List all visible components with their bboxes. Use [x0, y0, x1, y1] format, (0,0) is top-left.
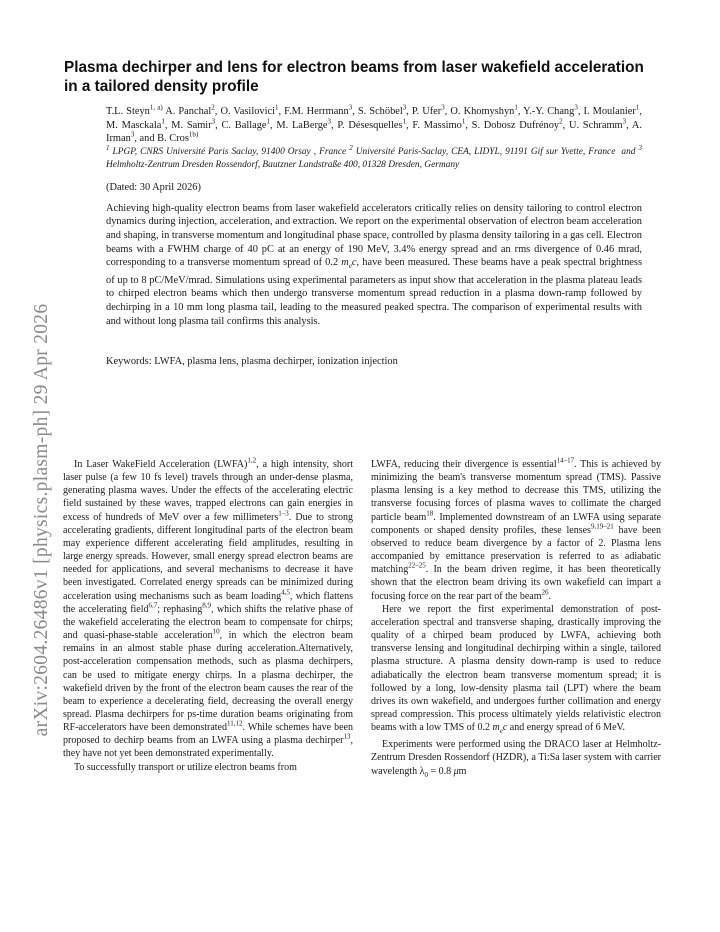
front-matter: [106, 105, 642, 367]
body-column-right: [371, 458, 661, 782]
abstract: Achieving high-quality electron beams from laser wakefield accelerators critically relies on density tailoring to control electron dynamics during injection, acceleration, and extraction. We report on the experimental observation of electron beam acceleration and shaping, in transverse momentum and longitudinal phase space, controlled by plasma density tailoring in a gas cell. Electron beams with a FWHM charge of 40 pC at an energy of 190 MeV, 3.4% energy spread and an rms divergence of 0.46 mrad, corresponding to a transverse momentum spread of 0.2 $m_ec$, have been measured. These beams have a peak spectral brightness of up to 8 pC/MeV/mrad. Simulations using experimental parameters as input show that acceleration in the plasma plateau leads to chirped electron beams which then undergo transverse momentum spread reduction in a plasma down-ramp followed by dechirping in a 10 mm long plasma tail, leading to the measured peaked spectra. The comparison of experimental results with and without long plasma tail confirms this analysis.: [106, 202, 642, 327]
body-column-left: [63, 458, 353, 774]
author-list: T.L. Steyn$^{1, a)}$ A. Panchal$^2$, O. Vasilovici$^1$, F.M. Herrmann$^3$, S. Schöbel$^3$, P. Ufer$^3$, O. Khomyshyn$^1$, Y.-Y. Chang$^3$, I. Moulanier$^1$, M. Masckala$^1$, M. Samir$^3$, C. Ballage$^1$, M. LaBerge$^3$, P. Désesquelles$^1$, F. Massimo$^1$, S. Dobosz Dufrénoy$^2$, U. Schramm$^3$, A. Irman$^3$, and B. Cros$^{1b)}$: [106, 103, 642, 145]
date-line: (Dated: 30 April 2026): [106, 181, 201, 193]
paragraph: To successfully transport or utilize electron beams from: [74, 761, 297, 773]
paragraph: Here we report the first experimental demonstration of post-acceleration spectral and transverse shaping, drastically improving the quality of a chirped beam produced by LWFA, achieving both transverse lensing and longitudinal dechirping within a single, tailored plasma structure. A plasma density down-ramp is used to reduce adiabatically the electron beam transverse momentum spread; it is followed by a long, low-density plasma tail (LPT) where the beam drives its own wakefield, and undergoes further collimation and energy spread compression. This process ultimately yields relativistic electron beams with a low TMS of 0.2 $m_ec$ and energy spread of 6 MeV.: [371, 603, 661, 736]
paragraph: In Laser WakeField Acceleration (LWFA)$^{1,2}$, a high intensity, short laser pulse (a few 10 fs level) travels through an under-dense plasma, generating plasma waves. Under the effects of the accelerating electric field sustained by these waves, trapped electrons can gain energies in excess of hundreds of MeV over a few millimeters$^{1-3}$. Due to strong accelerating gradients, different longitudinal parts of the electron beam may experience different accelerating field amplitudes, resulting in large energy spreads. However, small energy spread electron beams are needed for applications, and several mechanisms to decrease it have been investigated. Correlated energy spreads can be minimized during acceleration using mechanisms such as beam loading$^{4,5}$, which flattens the accelerating field$^{6,7}$; rephasing$^{8,9}$, which shifts the relative phase of the wakefield accelerating the electron beam to compensate for chirps; and quasi-phase-stable acceleration$^{10}$, in which the electron beam remains in an almost stable phase during acceleration.Alternatively, post-acceleration compensation methods, such as plasma dechirpers, can be used to mitigate energy chirps. In a plasma dechirper, the wakefield driven by the front of the electron beam causes the rear of the beam to experience a decelerating field, decreasing the overall energy spread. Plasma dechirpers for ps-time duration beams originating from RF-accelerators have been demonstrated$^{11,12}$. While schemes have been proposed to dechirp beams from an LWFA using a plasma dechirper$^{13}$, they have not yet been demonstrated experimentally.: [63, 456, 353, 760]
paper-header: [64, 58, 660, 367]
paragraph: LWFA, reducing their divergence is essential$^{14-17}$. This is achieved by minimizing the beam's transverse momentum spread (TMS). Passive plasma lensing is a key method to decrease this TMS, utilizing the transverse focusing forces of plasma waves to collimate the charged particle beam$^{18}$. Implemented downstream of an LWFA using separate components or shaped density profiles, these lenses$^{9,19-21}$ have been observed to reduce beam divergence by a factor of 2. Plasma lens accompanied by emittance preservation is referred to as adiabatic matching$^{22-25}$. In the beam driven regime, it has been theoretically shown that the electron beam driving its own wakefield can impart a focusing force on the rear part of the beam$^{26}$.: [371, 456, 661, 602]
arxiv-identifier: arXiv:2604.26486v1 [physics.plasm-ph] 29 Apr 2026: [31, 303, 52, 737]
arxiv-side-stamp: [2, 0, 62, 932]
paragraph: Experiments were performed using the DRACO laser at Helmholtz-Zentrum Dresden Rossendorf (HZDR), a Ti:Sa laser system with carrier wavelength $\lambda_0 = 0.8$ μm: [371, 739, 661, 779]
paper-title: Plasma dechirper and lens for electron beams from laser wakefield acceleration in a tailored density profile: [64, 59, 644, 95]
affiliations: $^1$ LPGP, CNRS Université Paris Saclay, 91400 Orsay , France $^2$ Université Paris-Saclay, CEA, LIDYL, 91191 Gif sur Yvette, France and $^3$ Helmholtz-Zentrum Dresden Rossendorf, Bautzner Landstraße 400, 01328 Dresden, Germany: [106, 143, 642, 170]
keywords: Keywords: LWFA, plasma lens, plasma dechirper, ionization injection: [106, 356, 398, 368]
